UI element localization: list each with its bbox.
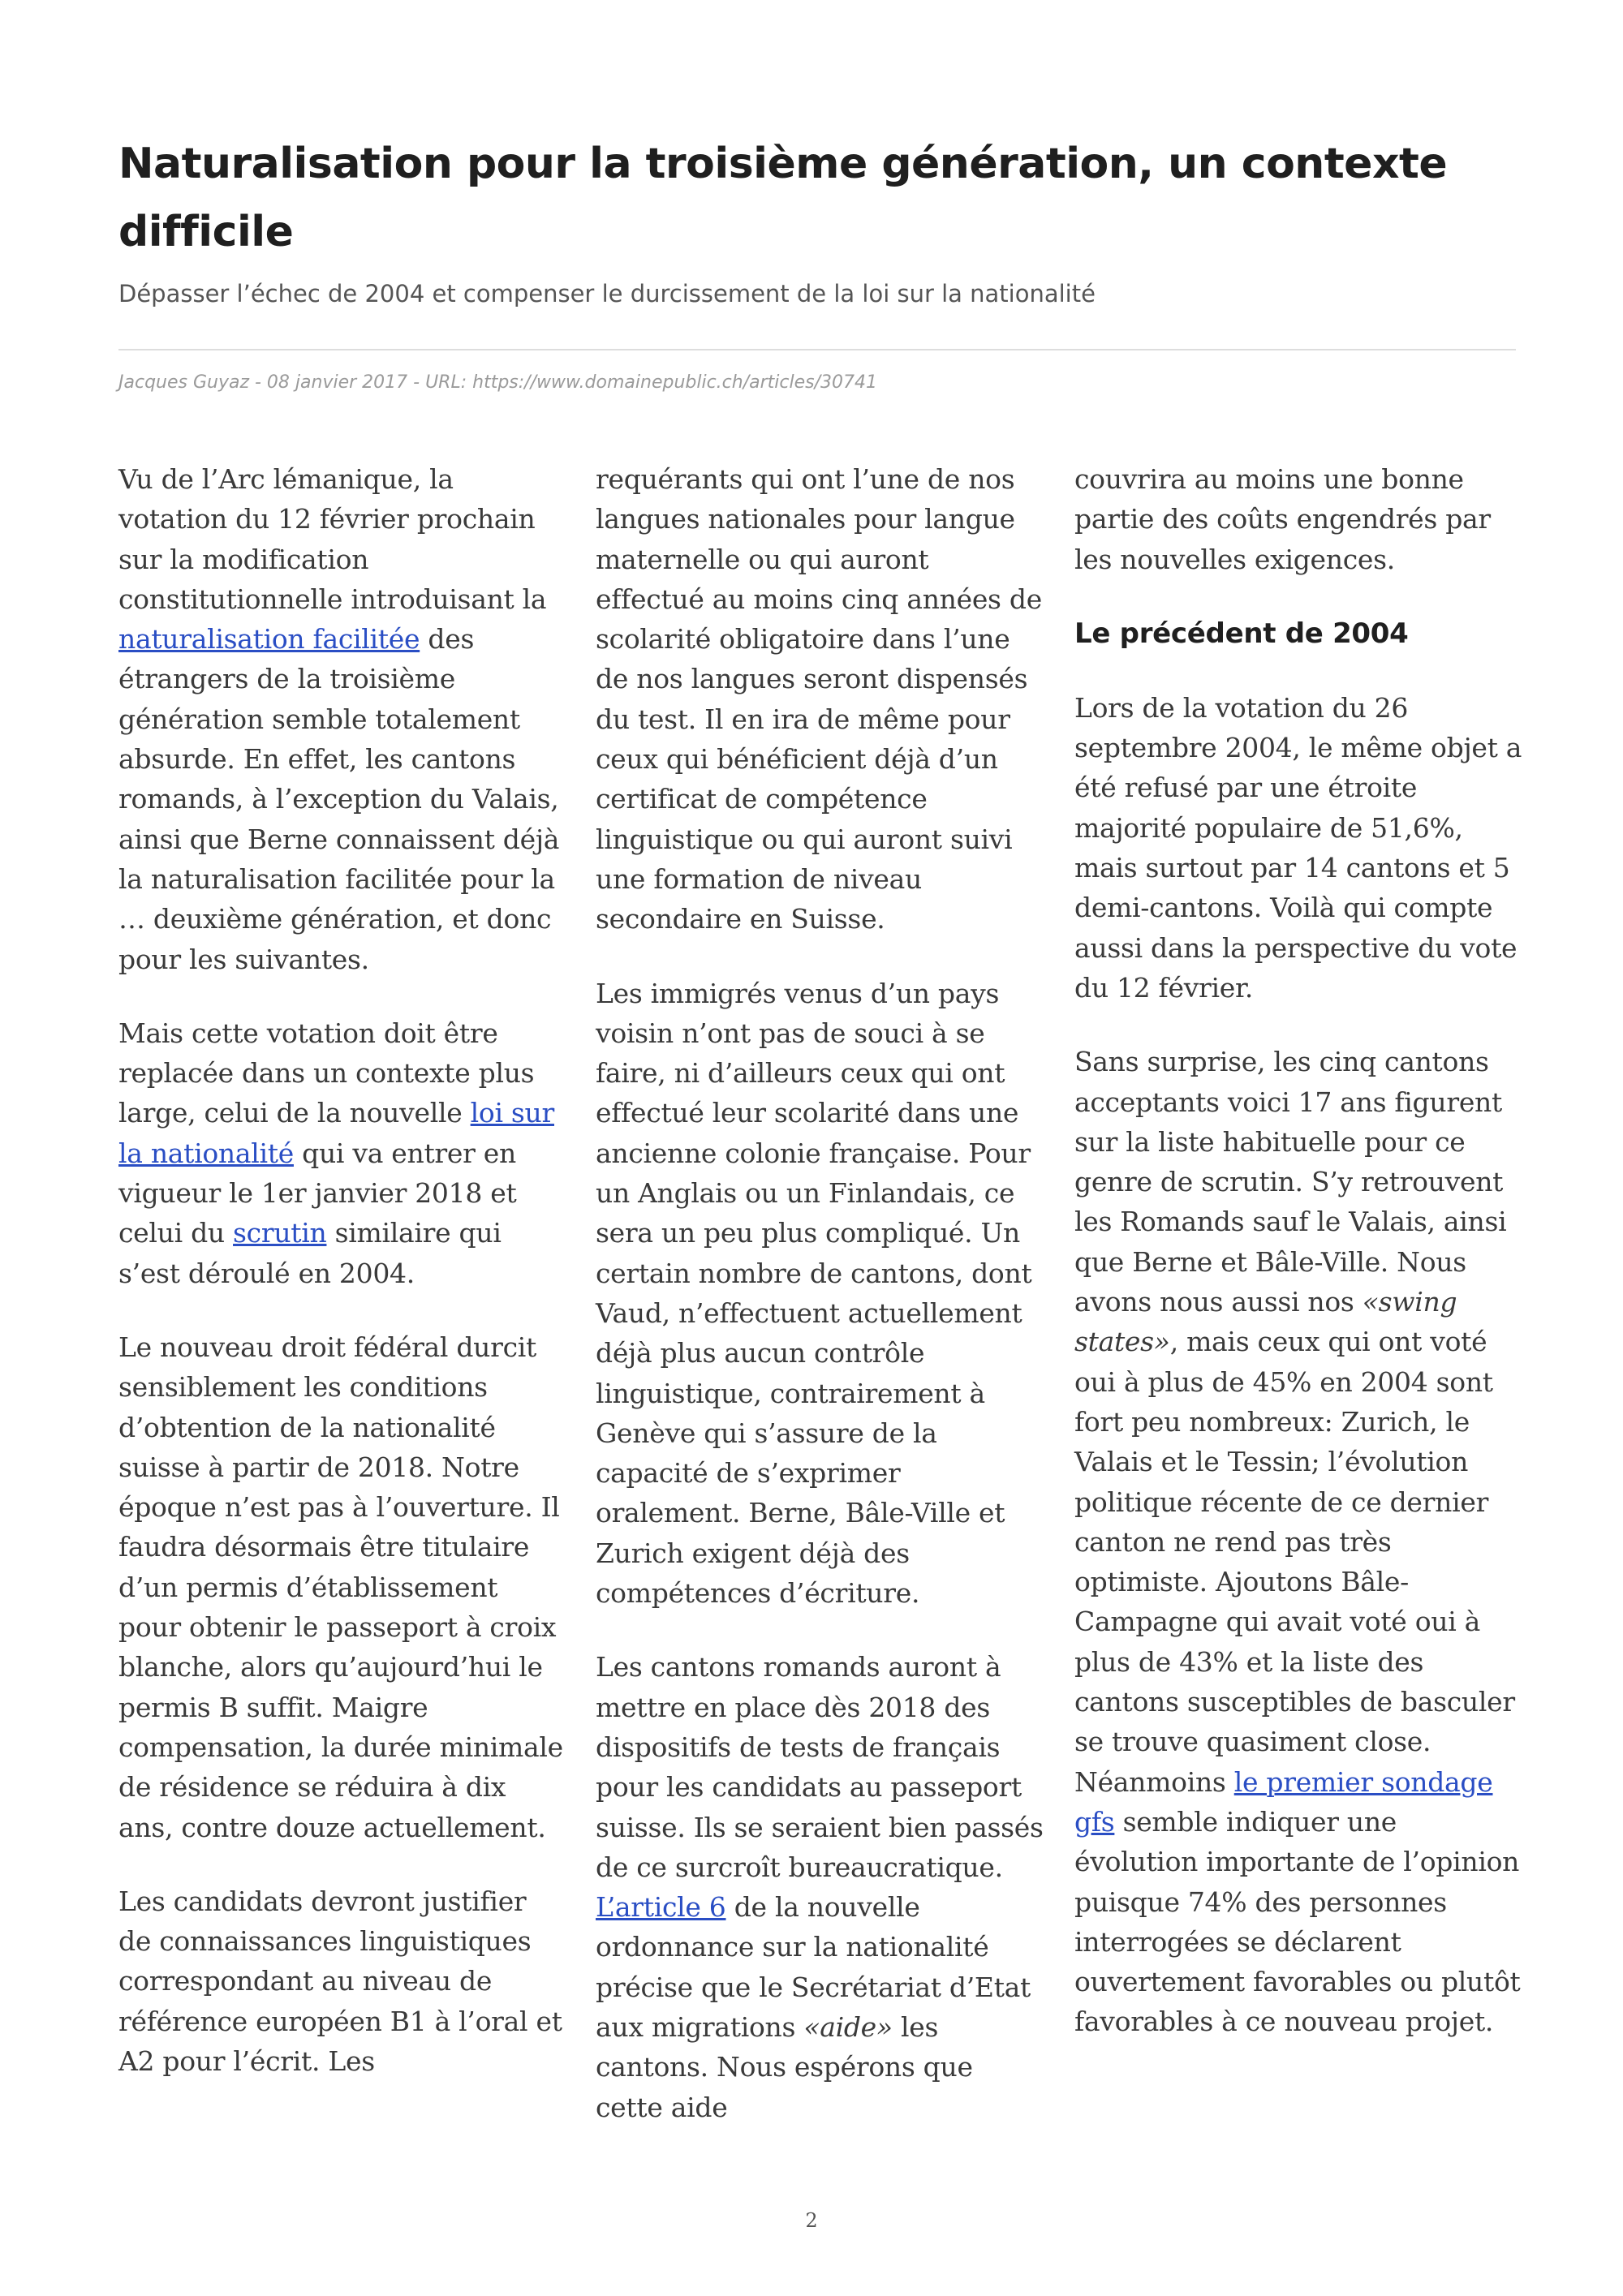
paragraph: Les immigrés venus d’un pays voisin n’ont pas de souci à se faire, ni d’ailleurs ceux qui ont effectué leur scolarité dans une ancienne colonie française. Pour un Anglais ou un Finlandais, ce sera un peu plus compliqué. Un certain nombre de cantons, dont Vaud, n’effectuent actuellement déjà plus aucun contrôle linguistique, contrairement à Genève qui s’assure de la capacité de s’exprimer oralement. Berne, Bâle-Ville et Zurich exigent déjà des compétences d’écriture. [596, 977, 1032, 1610]
emphasis: «aide» [803, 2010, 893, 2043]
paragraph: Le nouveau droit fédéral durcit sensiblement les conditions d’obtention de la nationalité suisse à partir de 2018. Notre époque n’est pas à l’ouverture. Il faudra désormais être titulaire d’un permis d’établissement pour obtenir le passeport à croix blanche, alors qu’aujourd’hui le permis B suffit. Maigre compensation, la durée minimale de résidence se réduira à dix ans, contre douze actuellement. [118, 1331, 563, 1843]
text-span: similaire qui s’est déroulé en 2004. [118, 1217, 502, 1289]
text-span: qui va entrer en vigueur le 1er janvier 2018 et celui du [118, 1137, 517, 1249]
article-meta: Jacques Guyaz - 08 janvier 2017 - URL: https://www.domainepublic.ch/articles/30741 [118, 372, 877, 393]
section-heading: Le précédent de 2004 [1074, 617, 1409, 650]
paragraph [596, 1647, 1044, 2127]
paragraph: requérants qui ont l’une de nos langues nationales pour langue maternelle ou qui auront effectué au moins cinq années de scolarité obligatoire dans l’une de nos langues seront dispensés du test. Il en ira de même pour ceux qui bénéficient déjà d’un certificat de compétence linguistique ou qui auront suivi une formation de niveau secondaire en Suisse. [596, 463, 1042, 935]
link-scrutin[interactable]: scrutin [233, 1217, 327, 1249]
link-premier-sondage-gfs[interactable]: le premier sondage gfs [1074, 1765, 1493, 1838]
column-2 [596, 459, 1044, 2161]
link-loi-sur-la-nationalite[interactable]: loi sur la nationalité [118, 1097, 554, 1169]
text-span: Vu de l’Arc lémanique, la votation du 12 février prochain sur la modification constitutionnelle introduisant la [118, 463, 547, 615]
paragraph [1074, 1042, 1522, 2041]
paragraph: couvrira au moins une bonne partie des coûts engendrés par les nouvelles exigences. [1074, 463, 1491, 575]
text-span: les cantons. Nous espérons que cette aide [596, 2010, 973, 2123]
text-span: des étrangers de la troisième génération semble totalement absurde. En effet, les cantons romands, à l’exception du Valais, ainsi que Berne connaissent déjà la naturalisation facilitée pour la … deuxième génération, et donc pour les suivantes. [118, 623, 560, 975]
text-span: , mais ceux qui ont voté oui à plus de 45% en 2004 sont fort peu nombreux: Zurich, le Valais et le Tessin; l’évolution politique récente de ce dernier canton ne rend pas très optimiste. Ajoutons Bâle-Campagne qui avait voté oui à plus de 43% et la liste des cantons susceptibles de basculer se trouve quasiment close. Néanmoins [1074, 1326, 1515, 1798]
article-subtitle: Dépasser l’échec de 2004 et compenser le durcissement de la loi sur la nationalité [118, 280, 1096, 307]
paragraph: Les candidats devront justifier de connaissances linguistiques correspondant au niveau de référence européen B1 à l’oral et A2 pour l’écrit. Les [118, 1885, 562, 2077]
text-span: de la nouvelle ordonnance sur la nationalité précise que le Secrétariat d’Etat aux migrations [596, 1891, 1031, 2043]
header-divider [118, 349, 1516, 350]
column-3 [1074, 459, 1522, 2076]
text-span: Sans surprise, les cinq cantons acceptants voici 17 ans figurent sur la liste habituelle pour ce genre de scrutin. S’y retrouvent les Romands sauf le Valais, ainsi que Berne et Bâle-Ville. Nous avons nous aussi nos [1074, 1046, 1507, 1318]
link-naturalisation-facilitee[interactable]: naturalisation facilitée [118, 623, 420, 656]
column-1 [118, 459, 566, 2115]
page-number: 2 [805, 2209, 818, 2232]
paragraph: Lors de la votation du 26 septembre 2004, le même objet a été refusé par une étroite majorité populaire de 51,6%, mais surtout par 14 cantons et 5 demi-cantons. Voilà qui compte aussi dans la perspective du vote du 12 février. [1074, 691, 1522, 1004]
text-span: semble indiquer une évolution importante de l’opinion puisque 74% des personnes interrogées se déclarent ouvertement favorables ou plutôt favorables à ce nouveau projet. [1074, 1805, 1521, 2038]
paragraph [118, 459, 566, 979]
article-title: Naturalisation pour la troisième génération, un contexte difficile [118, 140, 1448, 256]
link-article-6[interactable]: L’article 6 [596, 1891, 726, 1924]
text-span: Mais cette votation doit être replacée dans un contexte plus large, celui de la nouvelle [118, 1017, 535, 1129]
text-span: Les cantons romands auront à mettre en place dès 2018 des dispositifs de tests de français pour les candidats au passeport suisse. Ils se seraient bien passés de ce surcroît bureaucratique. [596, 1651, 1044, 1883]
paragraph [118, 1013, 566, 1293]
emphasis: «swing states» [1074, 1286, 1457, 1358]
